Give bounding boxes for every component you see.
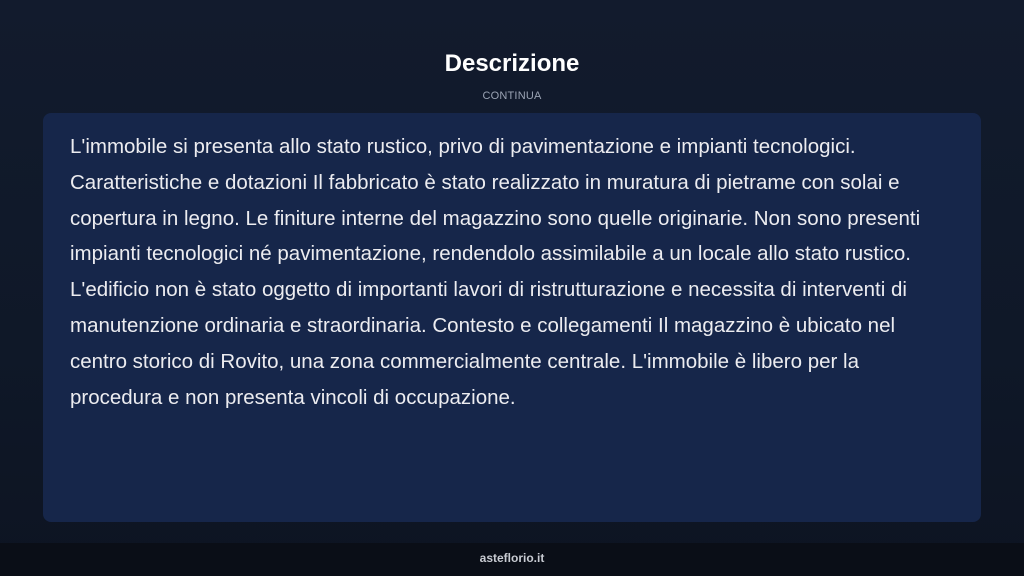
continued-label: CONTINUA bbox=[482, 90, 542, 102]
footer-site-label: asteflorio.it bbox=[479, 551, 545, 565]
page-title: Descrizione bbox=[444, 50, 580, 77]
description-card bbox=[43, 113, 981, 522]
description-text: L'immobile si presenta allo stato rustico, privo di pavimentazione e impianti tecnologici. Caratteristiche e dotazioni Il fabbricato è stato realizzato in muratura di pietrame con solai e copertura in legno. Le finiture interne del magazzino sono quelle originarie. Non sono presenti impianti tecnologici né pavimentazione, rendendolo assimilabile a un locale allo stato rustico. L'edificio non è stato oggetto di importanti lavori di ristrutturazione e necessita di interventi di manutenzione ordinaria e straordinaria. Contesto e collegamenti Il magazzino è ubicato nel centro storico di Rovito, una zona commercialmente centrale. L'immobile è libero per la procedura e non presenta vincoli di occupazione. bbox=[70, 135, 921, 409]
footer-bar bbox=[0, 543, 1024, 576]
